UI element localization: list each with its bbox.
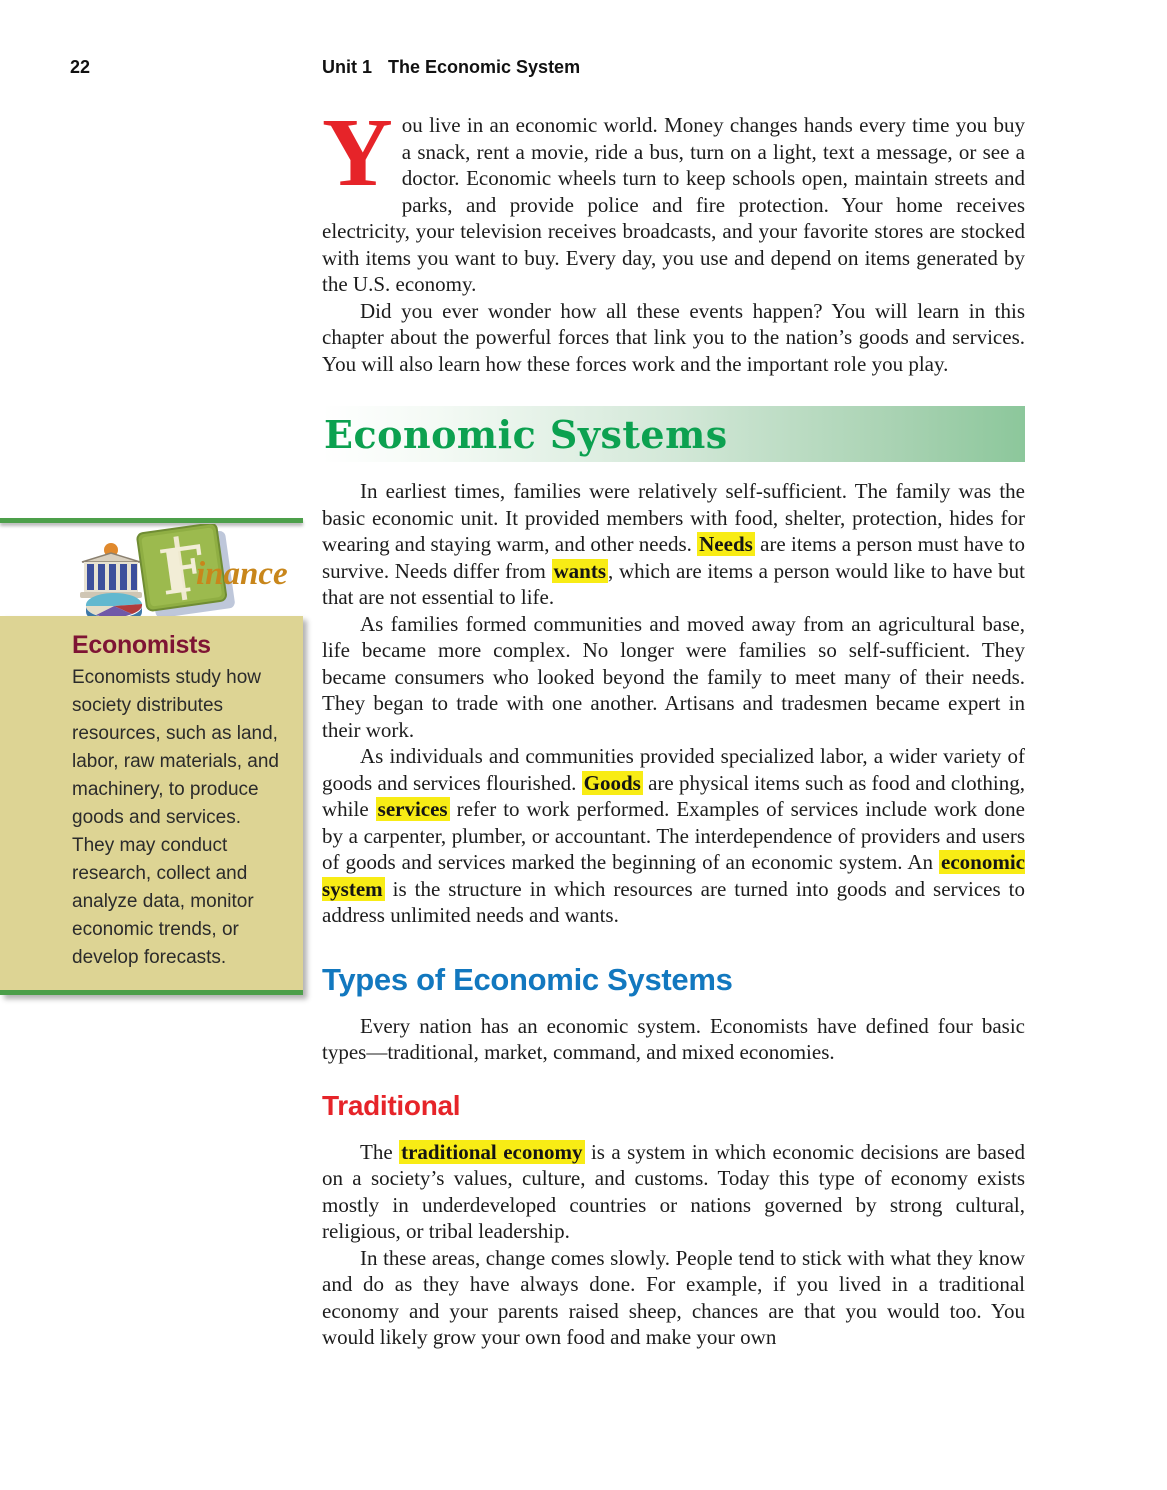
intro-paragraph-1-text: ou live in an economic world. Money changes hands every time you buy a snack, rent a movie, ride a bus, turn on a light, text a message, or see a doctor. Economic wheels turn to keep schools open, maintain streets and parks, and provide police and fire protection. Your home receives electricity, your television receives broadcasts, and your favorite stores are stocked with items you want to buy. Every day, you use and depend on items generated by the U.S. economy. (322, 113, 1025, 296)
section-banner (322, 406, 1025, 462)
sidebar-top-rule (0, 518, 303, 523)
logo-bank-building (80, 543, 142, 598)
unit-label: Unit 1 (322, 57, 373, 77)
finance-logo (58, 524, 298, 616)
types-heading: Types of Economic Systems (322, 961, 733, 997)
dropcap-letter: Y (322, 99, 393, 207)
intro-paragraph-1 (322, 99, 1025, 298)
running-head (322, 57, 580, 78)
traditional-paragraph-2: In these areas, change comes slowly. People tend to stick with what they know and do as they have always done. For example, if you lived in a traditional economy and your parents raised sheep, chances are that you would too. You would likely grow your own food and make your own (322, 1245, 1025, 1349)
logo-f-letter: F (155, 531, 210, 610)
traditional-paragraph-1: The traditional economy is a system in which economic decisions are based on a society’s values, culture, and customs. Today this type of economy exists mostly in underdeveloped countries or nations governed by strong cultural, religious, or tribal leadership. (322, 1139, 1025, 1243)
unit-title: The Economic System (388, 57, 581, 77)
types-intro-paragraph: Every nation has an economic system. Economists have defined four basic types—traditional, market, command, and mixed economies. (322, 1013, 1025, 1064)
economic-systems-paragraph-1: In earliest times, families were relatively self-sufficient. The family was the basic economic unit. It provided members with food, shelter, protection, hides for wearing and staying warm, and other needs. Needs are items a person must have to survive. Needs differ from wants, which are items a person would like to have but that are not essential to life. (322, 479, 1025, 609)
economic-systems-paragraph-2: As families formed communities and moved away from an agricultural base, life became more complex. No longer were families so self-sufficient. They became consumers who looked beyond the family to meet many of their needs. They began to trade with one another. Artisans and tradesmen became expert in their work. (322, 611, 1025, 742)
economists-title: Economists (72, 631, 211, 659)
economic-systems-paragraph-3: As individuals and communities provided specialized labor, a wider variety of goods and services flourished. Goods are physical items such as food and clothing, while services refer to work performed. Examples of services include work done by a carpenter, plumber, or accountant. The interdependence of providers and users of goods and services marked the beginning of an economic system. An economic system is the structure in which resources are turned into goods and services to address unlimited needs and wants. (322, 744, 1025, 927)
traditional-subheading: Traditional (322, 1089, 461, 1121)
section-title: Economic Systems (324, 411, 728, 457)
economists-body: Economists study how society distributes resources, such as land, labor, raw materials, and machinery, to produce goods and services. They may conduct research, collect and analyze data, monitor economic trends, or develop forecasts. (72, 667, 279, 968)
main-text-column (322, 99, 1025, 1351)
logo-pie-chart (86, 593, 142, 616)
logo-inance-text: inance (196, 556, 288, 592)
intro-paragraph-2: Did you ever wonder how all these events happen? You will learn in this chapter about the powerful forces that link you to the nation’s goods and services. You will also learn how these forces work and the important role you play. (322, 298, 1025, 376)
page-number: 22 (70, 57, 91, 77)
economists-sidebar-box (0, 616, 303, 995)
